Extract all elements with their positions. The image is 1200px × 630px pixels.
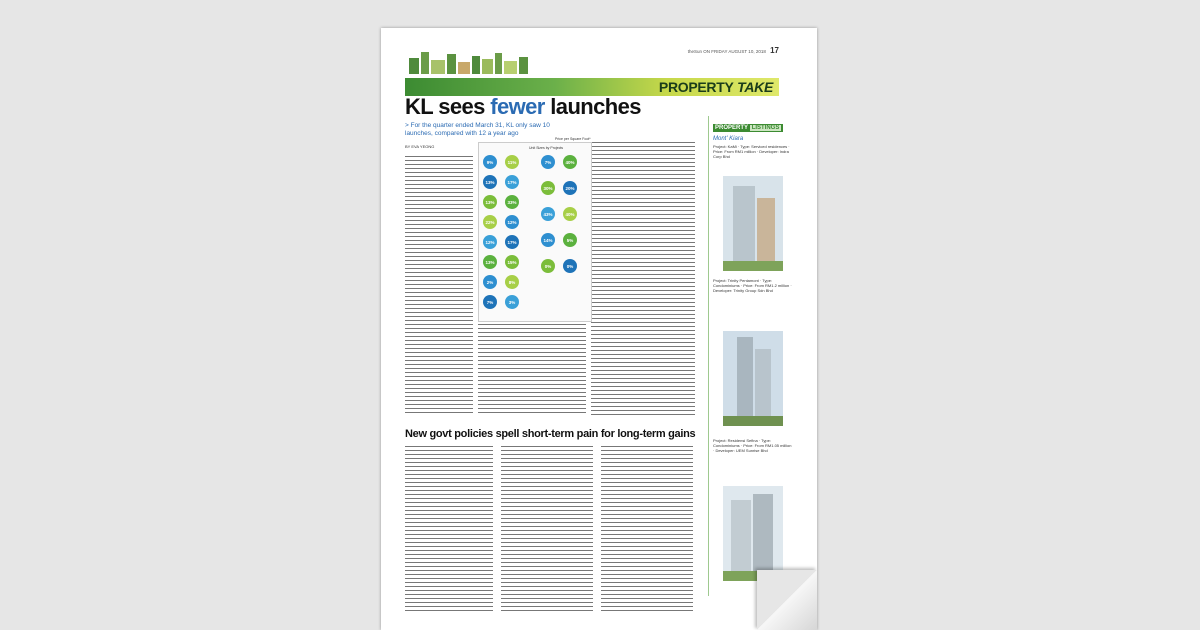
body-text-col1 — [405, 156, 473, 416]
property-listings-sidebar — [708, 116, 796, 596]
second-headline: New govt policies spell short-term pain for long-term gains — [405, 428, 696, 440]
page-meta — [688, 46, 779, 55]
infographic-dot: 30% — [541, 181, 555, 195]
listing-3-meta: Project: Residensi Sefina · Type: Condominiums · Price: From RM1.05 million · Developer: UEM Sunrise Bhd — [713, 438, 792, 453]
headline-highlight: fewer — [490, 94, 545, 119]
infographic-dot: 33% — [505, 195, 519, 209]
section-title — [659, 79, 773, 95]
building-image-2 — [723, 331, 783, 426]
infographic-dot: 2% — [483, 275, 497, 289]
listing-2-meta: Project: Trinity Pentamont · Type: Condominiums · Price: From RM1.2 million · Developer: Trinity Group Sdn Bhd — [713, 278, 792, 293]
building-image-3 — [723, 486, 783, 581]
body-text-col6 — [601, 446, 693, 612]
listing-location: Mont' Kiara — [713, 136, 744, 142]
infographic-dot: 20% — [563, 181, 577, 195]
infographic-dot: 43% — [541, 207, 555, 221]
body-text-col4 — [405, 446, 493, 612]
page-curl — [757, 570, 817, 630]
infographic-dot: 40% — [563, 207, 577, 221]
article-deck: > For the quarter ended March 31, KL only saw 10 launches, compared with 12 a year ago — [405, 122, 550, 137]
article-headline — [405, 96, 695, 118]
infographic-dot: 8% — [505, 275, 519, 289]
skyline-illustration — [405, 50, 535, 74]
section-title-a: PROPERTY — [658, 79, 734, 95]
infographic-dot: 9% — [483, 155, 497, 169]
byline: BY EVA YEONG — [405, 144, 435, 149]
body-text-col2 — [478, 324, 586, 416]
newspaper-page — [381, 28, 817, 630]
infographic-dot: 7% — [541, 155, 555, 169]
infographic-right-title: Price per Square Foot* — [555, 137, 591, 141]
section-title-b: TAKE — [737, 79, 773, 95]
paper-name: theSun ON FRIDAY — [687, 49, 728, 54]
page-number: 17 — [770, 46, 779, 55]
infographic-dot: 11% — [505, 155, 519, 169]
infographic-dot: 17% — [505, 175, 519, 189]
building-image-1 — [723, 176, 783, 271]
infographic-dot: 3% — [505, 295, 519, 309]
sidebar-header-a: PROPERTY — [715, 125, 749, 131]
headline-part: launches — [544, 94, 641, 119]
infographic-left-title: Unit Sizes by Projects — [529, 146, 564, 150]
body-text-col5 — [501, 446, 593, 612]
infographic-dot: 12% — [483, 235, 497, 249]
headline-part: KL sees — [405, 94, 491, 119]
infographic-dot: 15% — [505, 255, 519, 269]
infographic-dot: 13% — [483, 195, 497, 209]
infographic-dot: 5% — [563, 233, 577, 247]
infographic — [478, 137, 592, 322]
infographic-dot: 0% — [541, 259, 555, 273]
infographic-dot: 12% — [505, 215, 519, 229]
page-header — [405, 46, 779, 95]
listing-1-meta: Project: KaMi · Type: Serviced residences · Price: From RM1 million · Developer: Indra Corp Bhd — [713, 144, 790, 159]
body-text-col3 — [591, 142, 695, 416]
infographic-dot: 22% — [483, 215, 497, 229]
infographic-dot: 14% — [541, 233, 555, 247]
infographic-dot: 40% — [563, 155, 577, 169]
infographic-dot: 13% — [483, 175, 497, 189]
sidebar-header-b: LISTINGS — [751, 125, 780, 131]
sidebar-header — [713, 124, 783, 132]
issue-date: AUGUST 10, 2018 — [728, 49, 766, 54]
infographic-dot: 17% — [505, 235, 519, 249]
infographic-dot: 0% — [563, 259, 577, 273]
infographic-dot: 7% — [483, 295, 497, 309]
infographic-dot: 13% — [483, 255, 497, 269]
